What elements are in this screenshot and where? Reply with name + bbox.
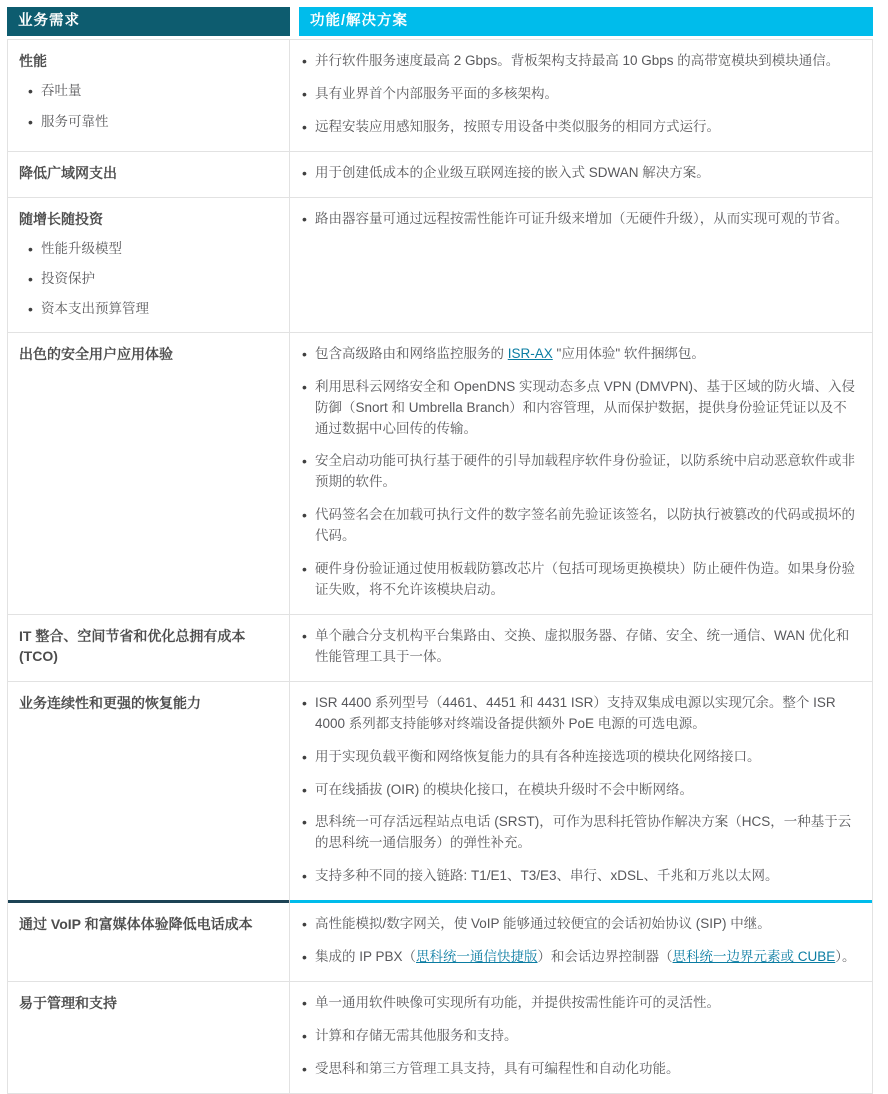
bullet-icon: • — [28, 240, 33, 257]
solution-bullet-item — [302, 51, 856, 72]
solutions-cell — [290, 982, 872, 1093]
need-cell — [8, 682, 290, 900]
need-bullet-label: 吞吐量 — [41, 83, 82, 99]
solutions-cell — [290, 333, 872, 614]
solution-text: 计算和存储无需其他服务和支持。 — [315, 1028, 518, 1044]
solutions-cell — [290, 152, 872, 197]
need-cell — [8, 198, 290, 332]
need-bullet-label: 性能升级模型 — [41, 240, 122, 256]
table-row — [8, 903, 872, 981]
bullet-icon: • — [302, 781, 307, 798]
solution-bullet-item — [302, 209, 856, 230]
solution-bullet-item — [302, 812, 856, 854]
table-row — [8, 332, 872, 614]
need-cell — [8, 615, 290, 681]
inline-link[interactable]: 思科统一边界元素或 CUBE — [672, 949, 836, 965]
bullet-icon: • — [302, 378, 307, 395]
solution-text: 路由器容量可通过远程按需性能许可证升级来增加（无硬件升级），从而实现可观的节省。 — [315, 210, 849, 226]
need-bullet-item — [28, 112, 281, 132]
table-header — [7, 7, 873, 36]
inline-link[interactable]: ISR-AX — [507, 345, 553, 361]
table-row — [8, 40, 872, 151]
solution-text: 安全启动功能可执行基于硬件的引导加载程序软件身份验证，以防系统中启动恶意软件或非预期的软件。 — [315, 453, 855, 490]
bullet-icon: • — [28, 113, 33, 130]
solution-text: 远程安装应用感知服务，按照专用设备中类似服务的相同方式运行。 — [315, 118, 720, 134]
solution-bullet-item — [302, 780, 856, 801]
solution-bullet-item — [302, 377, 856, 440]
bullet-icon: • — [302, 694, 307, 711]
bullet-icon: • — [302, 118, 307, 135]
table-body — [7, 39, 873, 1094]
solution-text: 单个融合分支机构平台集路由、交换、虚拟服务器、存储、安全、统一通信、WAN 优化和性能管理工具于一体。 — [315, 627, 850, 664]
need-title: 通过 VoIP 和富媒体体验降低电话成本 — [19, 916, 253, 933]
bullet-icon: • — [302, 868, 307, 885]
solution-bullet-item — [302, 626, 856, 668]
table-row — [8, 681, 872, 900]
solution-bullet-item — [302, 163, 856, 184]
bullet-icon: • — [302, 210, 307, 227]
bullet-icon: • — [302, 1060, 307, 1077]
solution-text: 代码签名会在加载可执行文件的数字签名前先验证该签名，以防执行被篡改的代码或损坏的代码。 — [315, 507, 855, 544]
solutions-cell — [290, 615, 872, 681]
need-bullet-label: 资本支出预算管理 — [41, 301, 149, 317]
need-title: 性能 — [19, 53, 47, 69]
solutions-cell — [290, 682, 872, 900]
solution-bullet-item — [302, 451, 856, 493]
solution-bullet-item — [302, 344, 856, 365]
need-cell — [8, 152, 290, 197]
need-bullet-item — [28, 299, 281, 319]
solution-bullet-item — [302, 1026, 856, 1047]
need-title: IT 整合、空间节省和优化总拥有成本 (TCO) — [19, 627, 246, 665]
need-bullet-label: 服务可靠性 — [41, 113, 109, 129]
bullet-icon: • — [302, 814, 307, 831]
solution-text: 可在线插拔 (OIR) 的模块化接口，在模块升级时不会中断网络。 — [315, 781, 693, 797]
solution-text: 具有业界首个内部服务平面的多核架构。 — [315, 85, 558, 101]
bullet-icon: • — [302, 995, 307, 1012]
need-bullet-item — [28, 81, 281, 101]
need-title: 易于管理和支持 — [19, 995, 117, 1012]
bullet-icon: • — [302, 748, 307, 765]
solution-text: 受思科和第三方管理工具支持，具有可编程性和自动化功能。 — [315, 1060, 680, 1076]
need-bullet-item — [28, 269, 281, 289]
bullet-icon: • — [302, 53, 307, 69]
table-row — [8, 614, 872, 681]
bullet-icon: • — [302, 627, 307, 644]
need-title: 降低广域网支出 — [19, 164, 117, 181]
bullet-icon: • — [302, 345, 307, 362]
bullet-icon: • — [302, 85, 307, 102]
solution-text: 包含高级路由和网络监控服务的 ISR-AX "应用体验" 软件捆绑包。 — [315, 345, 705, 361]
table-row — [8, 197, 872, 332]
page — [0, 7, 888, 1077]
solution-bullet-item — [302, 866, 856, 887]
solution-text: 用于实现负载平衡和网络恢复能力的具有各种连接选项的模块化网络接口。 — [315, 748, 761, 764]
need-cell — [8, 333, 290, 614]
bullet-icon: • — [302, 949, 307, 966]
solutions-table — [7, 7, 873, 1094]
solution-bullet-item — [302, 993, 856, 1014]
bullet-icon: • — [302, 916, 307, 933]
bullet-icon: • — [302, 507, 307, 524]
bullet-icon: • — [302, 561, 307, 578]
bullet-icon: • — [28, 301, 33, 318]
solution-bullet-item — [302, 693, 856, 735]
header-label-business-needs: 业务需求 — [18, 13, 80, 29]
solution-bullet-item — [302, 747, 856, 768]
bullet-icon: • — [302, 164, 307, 181]
solution-text: 用于创建低成本的企业级互联网连接的嵌入式 SDWAN 解决方案。 — [315, 164, 710, 180]
inline-link[interactable]: 思科统一通信快捷版 — [416, 949, 538, 965]
solution-text: 高性能模拟/数字网关，使 VoIP 能够通过较便宜的会话初始协议 (SIP) 中继。 — [315, 916, 771, 932]
solution-bullet-item — [302, 117, 856, 138]
solution-text: 集成的 IP PBX（思科统一通信快捷版）和会话边界控制器（思科统一边界元素或 CUBE）。 — [315, 949, 856, 965]
header-cell-solutions — [290, 7, 873, 36]
solutions-cell — [290, 903, 872, 981]
need-cell — [8, 40, 290, 151]
solution-bullet-item — [302, 505, 856, 547]
solution-bullet-item — [302, 1059, 856, 1080]
need-title: 业务连续性和更强的恢复能力 — [19, 694, 201, 711]
need-bullet-item — [28, 239, 281, 259]
solution-text: 支持多种不同的接入链路: T1/E1、T3/E3、串行、xDSL、千兆和万兆以太网。 — [315, 868, 779, 884]
solution-bullet-item — [302, 914, 856, 935]
bullet-icon: • — [28, 83, 33, 100]
solutions-cell — [290, 40, 872, 151]
need-title: 出色的安全用户应用体验 — [19, 345, 173, 362]
need-title: 随增长随投资 — [19, 210, 103, 227]
solution-text: 并行软件服务速度最高 2 Gbps。背板架构支持最高 10 Gbps 的高带宽模块到模块通信。 — [315, 53, 840, 68]
table-row — [8, 151, 872, 197]
bullet-icon: • — [28, 271, 33, 288]
need-cell — [8, 982, 290, 1093]
solution-text: ISR 4400 系列型号（4461、4451 和 4431 ISR）支持双集成电源以实现冗余。整个 ISR 4000 系列都支持能够对终端设备提供额外 PoE 电源的可选电源。 — [315, 694, 836, 731]
header-label-solutions: 功能/解决方案 — [310, 13, 409, 29]
bullet-icon: • — [302, 1028, 307, 1045]
solutions-cell — [290, 198, 872, 332]
solution-bullet-item — [302, 559, 856, 601]
bullet-icon: • — [302, 453, 307, 470]
need-cell — [8, 903, 290, 981]
solution-text: 思科统一可存活远程站点电话 (SRST)，可作为思科托管协作解决方案（HCS，一种基于云的思科统一通信服务）的弹性补充。 — [315, 814, 852, 851]
solution-bullet-item — [302, 947, 856, 968]
solution-text: 利用思科云网络安全和 OpenDNS 实现动态多点 VPN (DMVPN)、基于区域的防火墙、入侵防御（Snort 和 Umbrella Branch）和内容管理，从而保护数据，提供身份验证凭证以及不通过数据中心回传的传输。 — [315, 378, 856, 436]
solution-bullet-item — [302, 84, 856, 105]
solution-text: 单一通用软件映像可实现所有功能，并提供按需性能许可的灵活性。 — [315, 995, 720, 1011]
solution-text: 硬件身份验证通过使用板载防篡改芯片（包括可现场更换模块）防止硬件伪造。如果身份验证失败，将不允许该模块启动。 — [315, 561, 855, 598]
need-bullet-label: 投资保护 — [41, 271, 95, 287]
table-row — [8, 981, 872, 1093]
header-cell-business-needs — [7, 7, 290, 36]
